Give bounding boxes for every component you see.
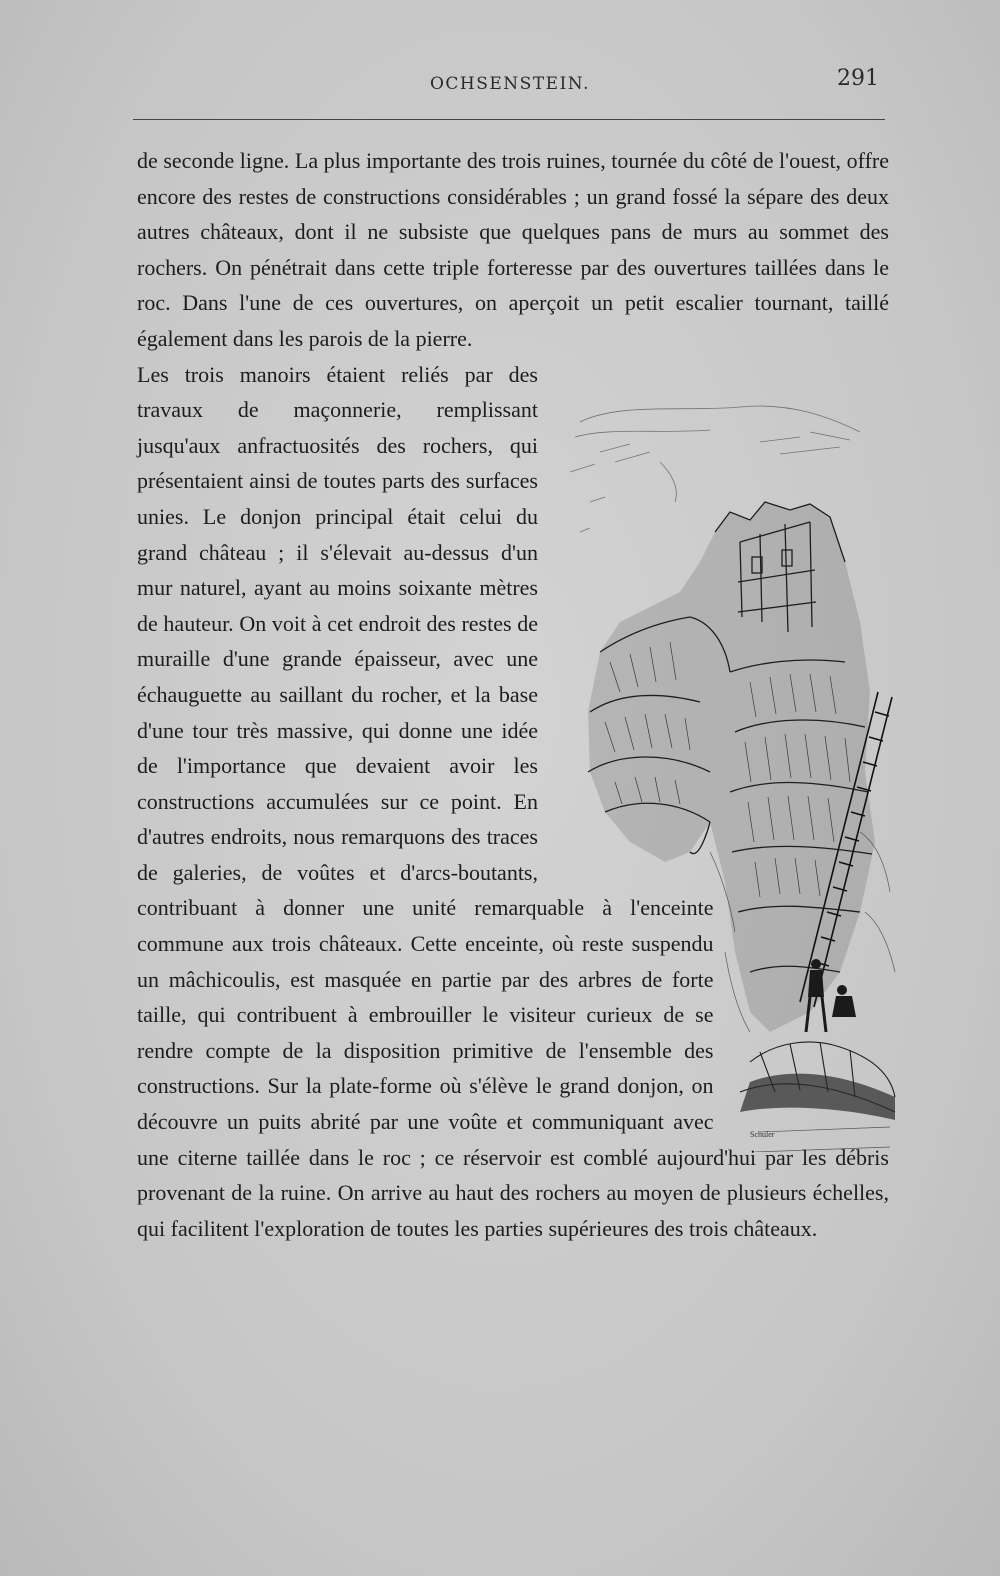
castle-rock-illustration — [560, 392, 900, 1152]
castle-rock-engraving — [560, 392, 900, 1152]
page-header — [135, 66, 885, 100]
header-rule — [133, 119, 885, 120]
paragraph: de seconde ligne. La plus importante des trois ruines, tournée du côté de l'ouest, offre encore des restes de constructions considérables ; un grand fossé la sépare des deux autres châteaux, dont il ne subsiste que quelques pans de murs au sommet des rochers. On pénétrait dans cette triple forteresse par des ouvertures taillées dans le roc. Dans l'une de ces ouvertures, on aperçoit un petit escalier tournant, taillé également dans les parois de la pierre. — [137, 148, 889, 351]
running-head: OCHSENSTEIN. — [429, 74, 590, 94]
page-number: 291 — [837, 66, 879, 91]
illustration-signature: Schuler — [750, 1130, 775, 1139]
paragraph: Les trois manoirs étaient reliés par des travaux de maçonnerie, remplissant jusqu'aux anfractuosités des rochers, qui présentaient ainsi de toutes parts des surfaces unies. Le donjon principal était celui du grand château ; il s'élevait au-dessus d'un mur naturel, ayant au moins soixante mètres de hauteur. On voit à cet endroit des restes de muraille d'une grande épaisseur, avec une échauguette au saillant du rocher, et la base d'une tour très massive, qui donne une idée de l'importance que devaient avoir les constructions accumulées sur ce point. En d'autres endroits, nous remarquons des traces de galeries, de voûtes et d'arcs-boutants, contribuant à donner une unité remarquable à l'enceinte commune aux trois châteaux. Cette enceinte, où reste suspendu un mâchicoulis, est masquée en partie par des arbres de forte taille, qui contribuent à embrouiller le visiteur curieux de se rendre compte de la disposition primitive de l'ensemble des constructions. Sur la plate-forme où s'élève le grand donjon, on découvre un puits abrité par une voûte et communiquant avec une citerne taillée dans le roc ; ce réservoir est comblé aujourd'hui par les débris provenant de la ruine. On arrive au haut des rochers au moyen de plusieurs échelles, qui facilitent l'exploration de toutes les parties supérieures des trois châteaux. — [137, 361, 889, 1241]
